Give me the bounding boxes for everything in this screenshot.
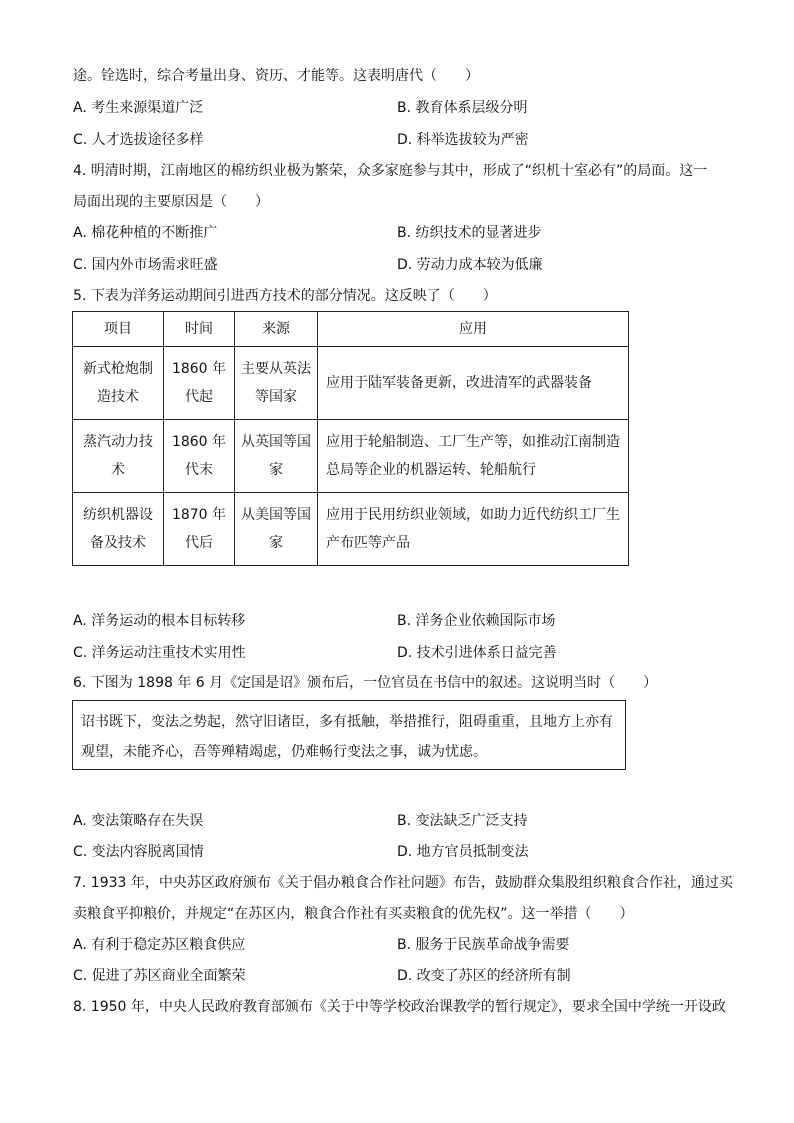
- q3-stem-tail: 途。铨选时，综合考量出身、资历、才能等。这表明唐代（ ）: [73, 68, 479, 84]
- q5-cell-application: 应用于陆军装备更新，改进清军的武器装备: [318, 347, 629, 420]
- q5-cell-source: 主要从英法等国家: [235, 347, 318, 420]
- q4-option-c: C. 国内外市场需求旺盛: [73, 257, 218, 273]
- q5-header-project: 项目: [73, 312, 164, 347]
- q3-option-c: C. 人才选拔途径多样: [73, 132, 204, 148]
- q7-stem-line2: 卖粮食平抑粮价，并规定“在苏区内，粮食合作社有买卖粮食的优先权”。这一举措（ ）: [73, 906, 634, 922]
- q6-option-d: D. 地方官员抵制变法: [397, 844, 529, 860]
- q4-stem-line1: 4. 明清时期，江南地区的棉纺织业极为繁荣，众多家庭参与其中，形成了“织机十室必有”的局面。这一: [73, 163, 708, 179]
- q7-option-c: C. 促进了苏区商业全面繁荣: [73, 968, 246, 984]
- q5-option-b: B. 洋务企业依赖国际市场: [397, 613, 556, 629]
- table-row: [73, 493, 629, 566]
- q3-option-a: A. 考生来源渠道广泛: [73, 100, 204, 116]
- q5-cell-source: 从英国等国家: [235, 420, 318, 493]
- q7-option-a: A. 有利于稳定苏区粮食供应: [73, 937, 246, 953]
- q7-option-b: B. 服务于民族革命战争需要: [397, 937, 570, 953]
- q5-cell-project: 蒸汽动力技术: [73, 420, 164, 493]
- q5-header-application: 应用: [318, 312, 629, 347]
- q4-option-a: A. 棉花种植的不断推广: [73, 225, 218, 241]
- q4-stem-line2: 局面出现的主要原因是（ ）: [73, 194, 269, 210]
- q5-cell-source: 从美国等国家: [235, 493, 318, 566]
- table-row: [73, 347, 629, 420]
- q6-stem: 6. 下图为 1898 年 6 月《定国是诏》颁布后，一位官员在书信中的叙述。这说明当时（ ）: [73, 675, 658, 691]
- q6-option-b: B. 变法缺乏广泛支持: [397, 813, 528, 829]
- q5-cell-application: 应用于轮船制造、工厂生产等，如推动江南制造总局等企业的机器运转、轮船航行: [318, 420, 629, 493]
- q5-cell-project: 新式枪炮制造技术: [73, 347, 164, 420]
- q5-table-header-row: [73, 312, 629, 347]
- q7-stem-line1: 7. 1933 年，中央苏区政府颁布《关于倡办粮食合作社问题》布告，鼓励群众集股组织粮食合作社，通过买: [73, 875, 733, 891]
- q4-option-b: B. 纺织技术的显著进步: [397, 225, 542, 241]
- q5-cell-time: 1860 年代起: [164, 347, 235, 420]
- q5-cell-project: 纺织机器设备及技术: [73, 493, 164, 566]
- q3-option-d: D. 科举选拔较为严密: [397, 132, 529, 148]
- q5-table: [72, 311, 629, 566]
- q5-cell-time: 1860 年代末: [164, 420, 235, 493]
- q5-cell-application: 应用于民用纺织业领域，如助力近代纺织工厂生产布匹等产品: [318, 493, 629, 566]
- q5-header-time: 时间: [164, 312, 235, 347]
- q5-option-c: C. 洋务运动注重技术实用性: [73, 645, 246, 661]
- table-row: [73, 420, 629, 493]
- q5-option-d: D. 技术引进体系日益完善: [397, 645, 557, 661]
- q6-quote-box: 诏书既下，变法之势起，然守旧诸臣，多有抵触，举措推行，阻碍重重，且地方上亦有观望，未能齐心，吾等殚精竭虑，仍难畅行变法之事，诚为忧虑。: [72, 700, 626, 770]
- q5-cell-time: 1870 年代后: [164, 493, 235, 566]
- q5-header-source: 来源: [235, 312, 318, 347]
- q5-stem: 5. 下表为洋务运动期间引进西方技术的部分情况。这反映了（ ）: [73, 288, 497, 304]
- q4-option-d: D. 劳动力成本较为低廉: [397, 257, 543, 273]
- q3-option-b: B. 教育体系层级分明: [397, 100, 528, 116]
- q7-option-d: D. 改变了苏区的经济所有制: [397, 968, 571, 984]
- q8-stem-line1: 8. 1950 年，中央人民政府教育部颁布《关于中等学校政治课教学的暂行规定》，要求全国中学统一开设政: [73, 999, 726, 1015]
- q6-option-c: C. 变法内容脱离国情: [73, 844, 204, 860]
- q5-option-a: A. 洋务运动的根本目标转移: [73, 613, 246, 629]
- q6-option-a: A. 变法策略存在失误: [73, 813, 204, 829]
